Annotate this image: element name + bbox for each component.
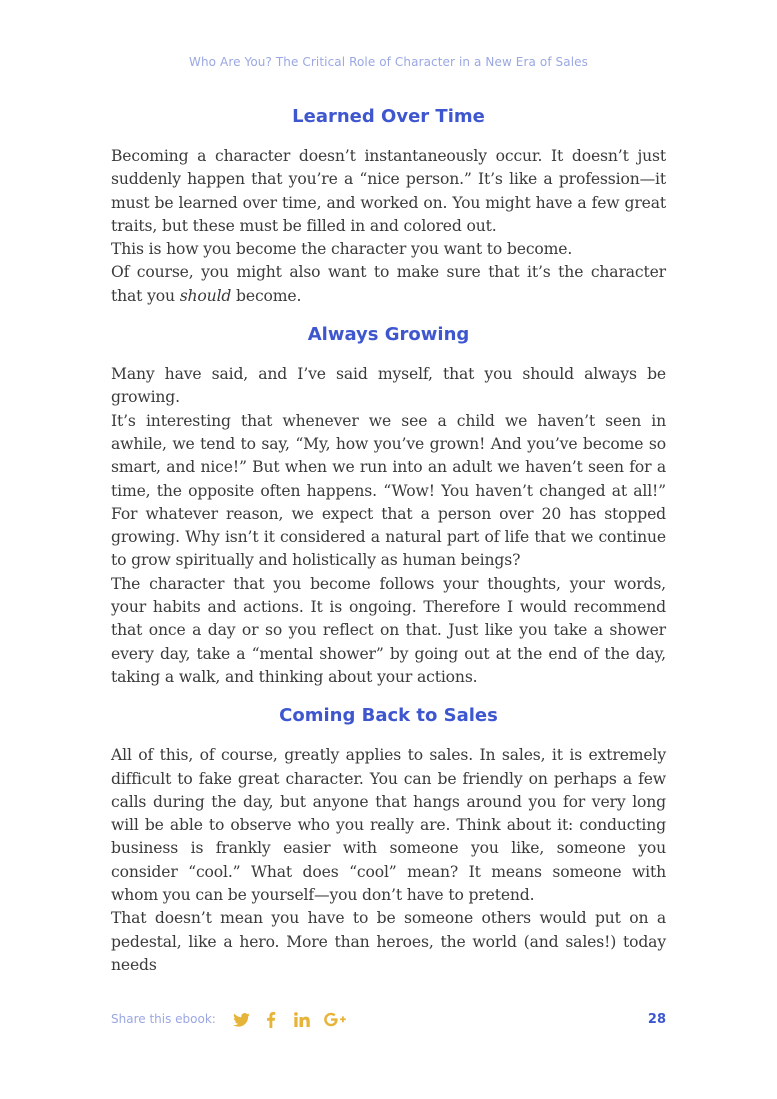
google-plus-icon[interactable] — [324, 1012, 346, 1027]
paragraph: Becoming a character doesn’t instantaneously occur. It doesn’t just suddenly happen that you’re a “nice person.” It’s like a profession—it must be learned over time, and worked on. You might have a few great traits, but these must be filled in and colored out. — [111, 147, 666, 235]
twitter-icon[interactable] — [233, 1013, 250, 1027]
section-coming-back-to-sales — [111, 703, 666, 977]
section-heading: Always Growing — [307, 324, 470, 346]
share-label: Share this ebook: — [111, 1012, 216, 1026]
emphasis-text: should — [179, 286, 232, 305]
page-footer — [111, 1011, 666, 1031]
paragraph: This is how you become the character you want to become. — [111, 240, 573, 259]
paragraph — [111, 261, 666, 308]
section-heading: Learned Over Time — [292, 106, 485, 127]
paragraph-text: become. — [231, 286, 302, 305]
section-heading: Coming Back to Sales — [279, 705, 498, 727]
paragraph: All of this, of course, greatly applies to sales. In sales, it is extremely difficult to fake great character. You can be friendly on perhaps a few calls during the day, but anyone that hangs around you for very long will be able to observe who you really are. Think about it: conducting business is frankly easier with someone you like, someone you consider “cool.” What does “cool” mean? It means someone with whom you can be yourself—you don’t have to pretend. — [111, 746, 666, 905]
paragraph: That doesn’t mean you have to be someone others would put on a pedestal, like a hero. More than heroes, the world (and sales!) today needs — [111, 909, 666, 974]
paragraph: It’s interesting that whenever we see a child we haven’t seen in awhile, we tend to say, “My, how you’ve grown! And you’ve become so smart, and nice!” But when we run into an adult we haven’t seen for a time, the opposite often happens. “Wow! You haven’t changed at all!” For whatever reason, we expect that a person over 20 has stopped growing. Why isn’t it considered a natural part of life that we continue to grow spiritually and holistically as human beings? — [111, 411, 666, 570]
facebook-icon[interactable] — [266, 1012, 276, 1028]
page-number: 28 — [647, 1012, 666, 1027]
linkedin-icon[interactable] — [294, 1012, 310, 1027]
paragraph: Many have said, and I’ve said myself, that you should always be growing. — [111, 365, 666, 407]
page-content — [111, 104, 666, 991]
section-always-growing — [111, 322, 666, 689]
paragraph-text: Of course, you might also want to make sure that it’s the character that you — [111, 263, 666, 305]
section-learned-over-time — [111, 104, 666, 308]
paragraph: The character that you become follows your thoughts, your words, your habits and actions. It is ongoing. Therefore I would recommend that once a day or so you reflect on that. Just like you take a shower every day, take a “mental shower” by going out at the end of the day, taking a walk, and thinking about your actions. — [111, 574, 666, 686]
running-header: Who Are You? The Critical Role of Character in a New Era of Sales — [188, 55, 588, 69]
